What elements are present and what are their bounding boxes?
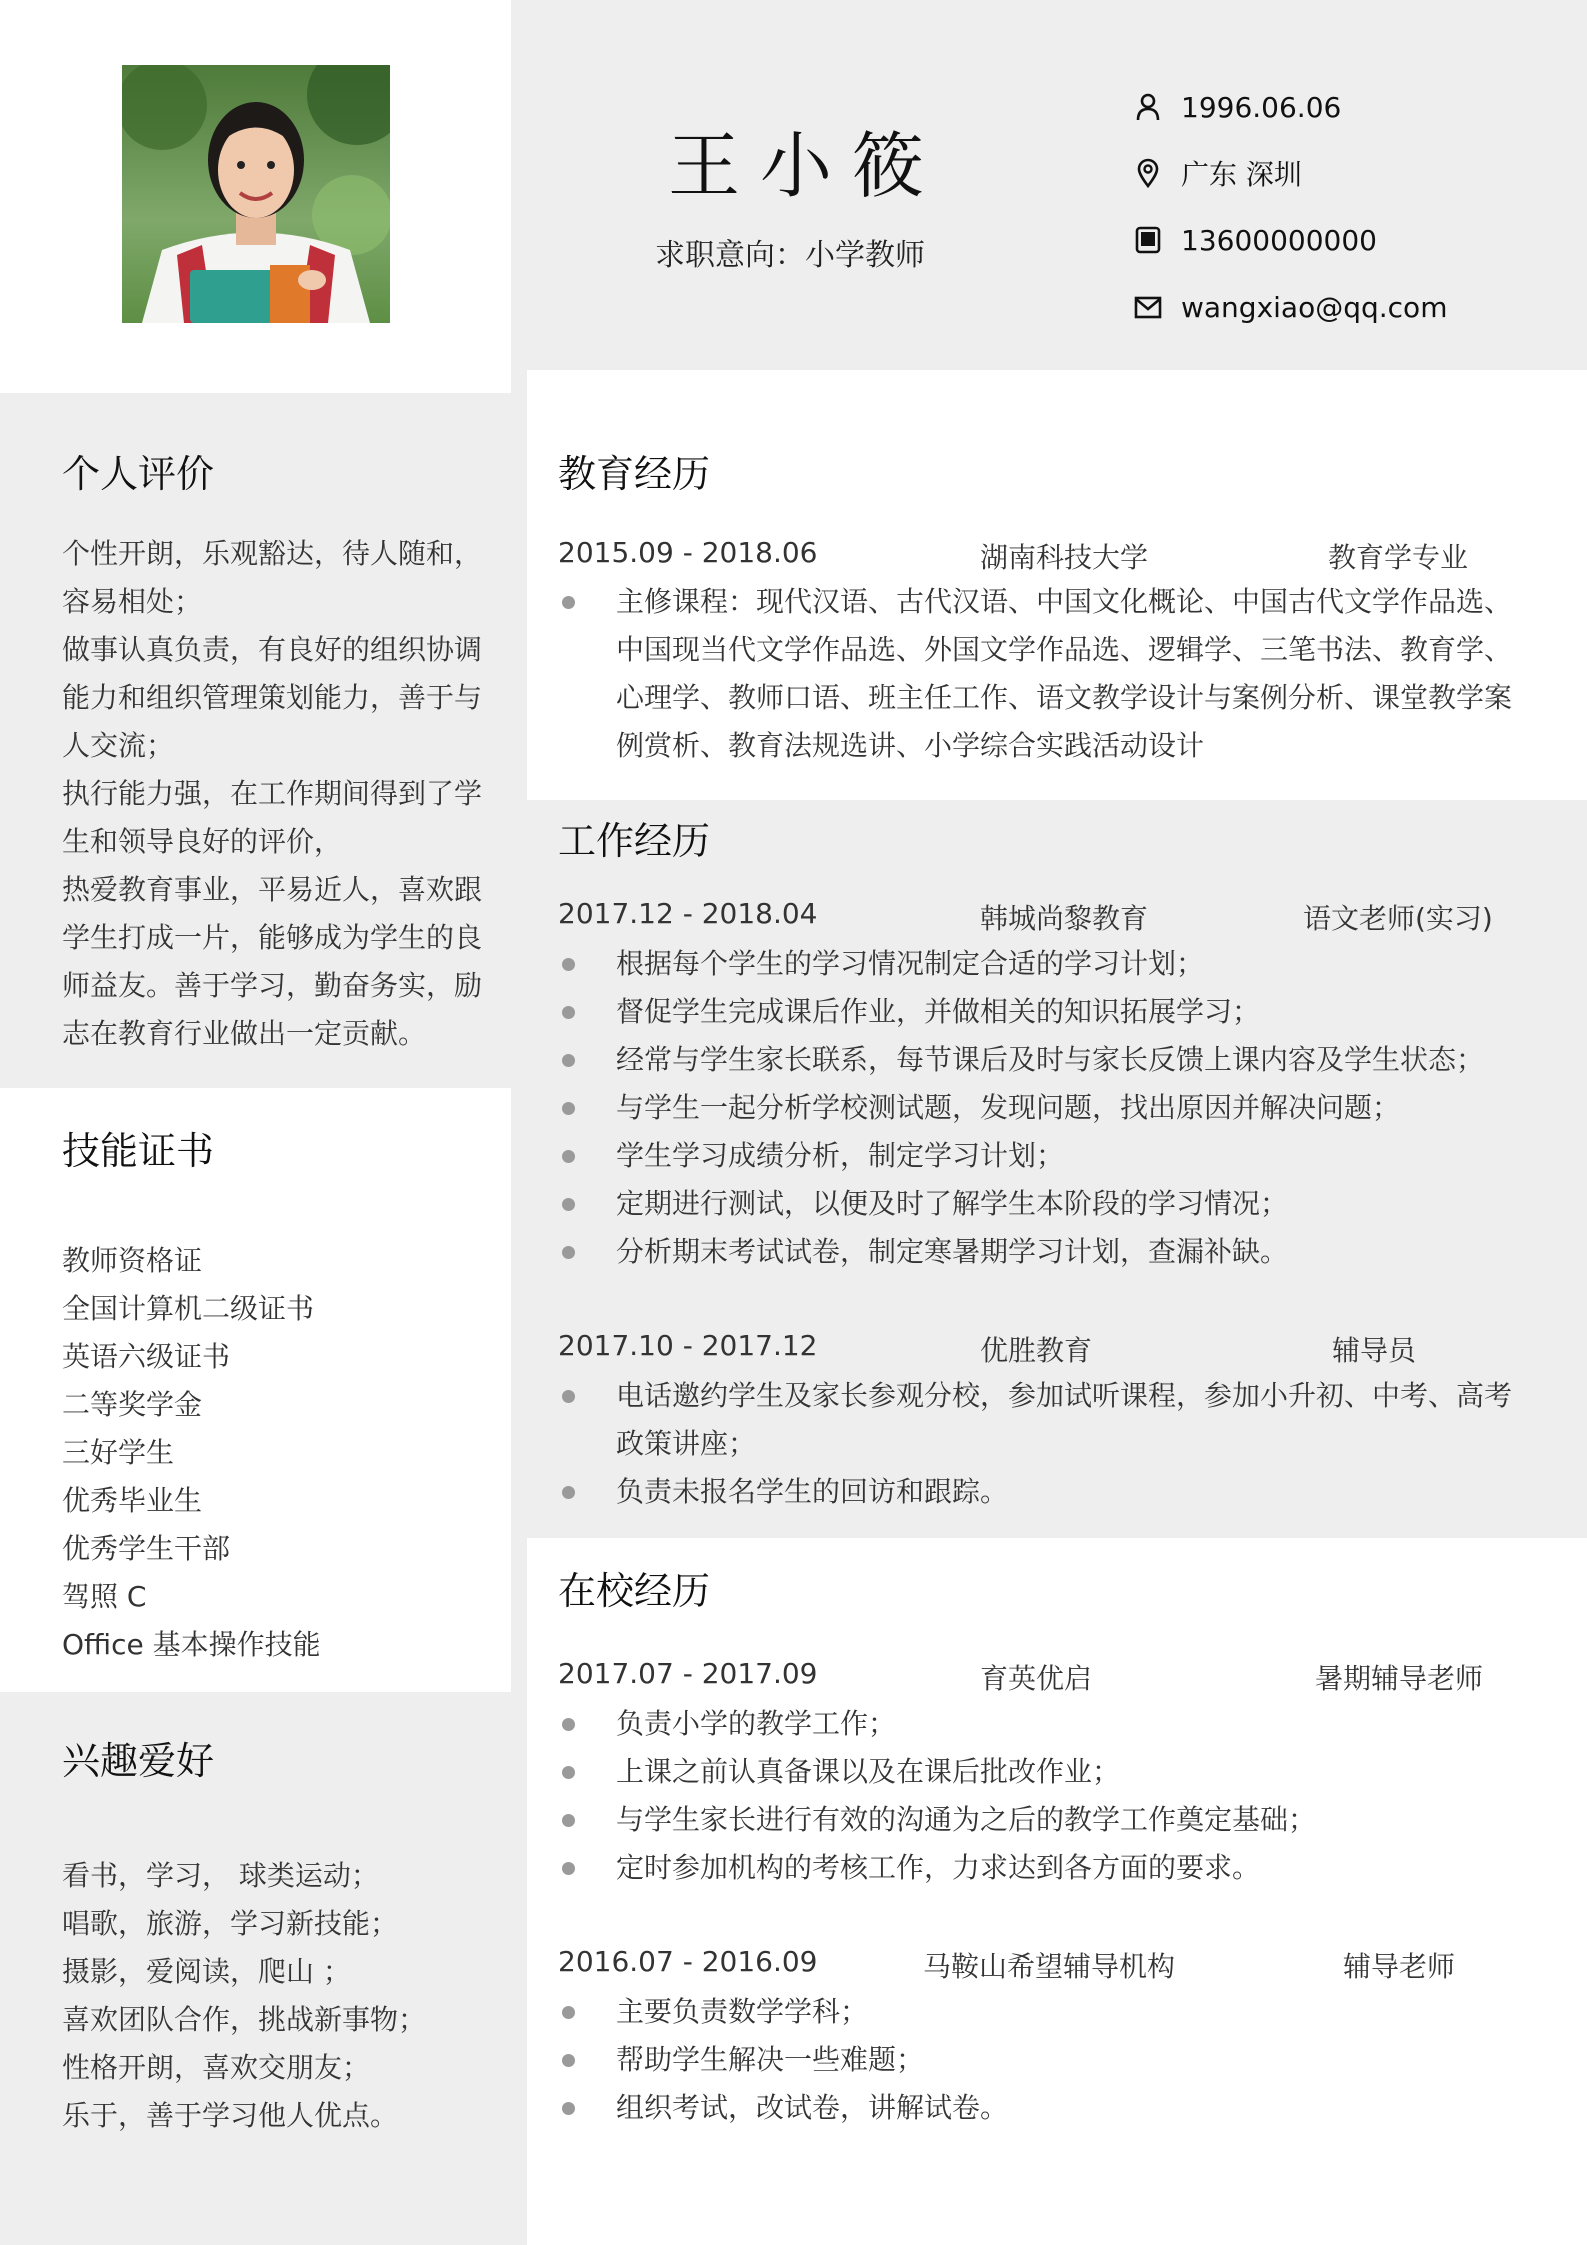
campus-period: 2017.07 - 2017.09 (558, 1657, 818, 1690)
mail-icon (1133, 292, 1163, 322)
list-item: Office 基本操作技能 (62, 1628, 321, 1661)
campus-role: 暑期辅导老师 (1315, 1662, 1484, 1695)
campus-title: 在校经历 (558, 1569, 711, 1613)
list-item: 喜欢团队合作，挑战新事物； (62, 2003, 427, 2036)
person-icon (1133, 92, 1163, 122)
skills-list (62, 1237, 321, 1669)
contact-location (1133, 153, 1302, 193)
education-title: 教育经历 (558, 452, 711, 496)
list-item: 学生学习成绩分析，制定学习计划； (558, 1132, 1558, 1180)
location-pin-icon (1133, 158, 1163, 188)
education-bullets (558, 578, 1518, 770)
self-evaluation-body (62, 530, 492, 1058)
contact-email (1133, 287, 1447, 327)
list-item: 帮助学生解决一些难题； (558, 2036, 1558, 2084)
list-item: 经常与学生家长联系，每节课后及时与家长反馈上课内容及学生状态； (558, 1036, 1558, 1084)
education-school: 湖南科技大学 (980, 541, 1149, 574)
self-evaluation-paragraph: 个性开朗，乐观豁达，待人随和，容易相处； (62, 537, 483, 618)
list-item: 三好学生 (62, 1436, 175, 1469)
list-item: 电话邀约学生及家长参观分校，参加试听课程，参加小升初、中考、高考政策讲座； (558, 1372, 1518, 1468)
list-item: 优秀毕业生 (62, 1484, 203, 1517)
list-item: 分析期末考试试卷，制定寒暑期学习计划，查漏补缺。 (558, 1228, 1558, 1276)
phone-icon (1133, 225, 1163, 255)
campus-role: 辅导老师 (1343, 1950, 1456, 1983)
list-item: 定期进行测试，以便及时了解学生本阶段的学习情况； (558, 1180, 1558, 1228)
list-item: 负责小学的教学工作； (558, 1700, 1558, 1748)
hobbies-title: 兴趣爱好 (62, 1739, 215, 1783)
education-major: 教育学专业 (1328, 541, 1469, 574)
list-item: 主修课程：现代汉语、古代汉语、中国文化概论、中国古代文学作品选、中国现当代文学作品选、外国文学作品选、逻辑学、三笔书法、教育学、心理学、教师口语、班主任工作、语文教学设计与案例分析、课堂教学案例赏析、教育法规选讲、小学综合实践活动设计 (558, 578, 1518, 770)
work-role: 辅导员 (1332, 1334, 1417, 1367)
self-evaluation-paragraph: 执行能力强，在工作期间得到了学生和领导良好的评价， (62, 777, 483, 858)
campus-org: 马鞍山希望辅导机构 (923, 1950, 1176, 1983)
skills-title: 技能证书 (62, 1129, 215, 1173)
self-evaluation-paragraph: 热爱教育事业，平易近人，喜欢跟学生打成一片，能够成为学生的良师益友。善于学习，勤奋务实，励志在教育行业做出一定贡献。 (62, 873, 483, 1050)
list-item: 二等奖学金 (62, 1388, 203, 1421)
list-item: 督促学生完成课后作业，并做相关的知识拓展学习； (558, 988, 1558, 1036)
candidate-name: 王小筱 (668, 124, 945, 208)
contact-birthdate (1133, 87, 1341, 127)
work-period: 2017.12 - 2018.04 (558, 897, 818, 930)
list-item: 摄影，爱阅读，爬山 ； (62, 1955, 351, 1988)
list-item: 与学生一起分析学校测试题，发现问题，找出原因并解决问题； (558, 1084, 1558, 1132)
list-item: 负责未报名学生的回访和跟踪。 (558, 1468, 1518, 1516)
contact-phone (1133, 220, 1377, 260)
list-item: 看书，学习， 球类运动； (62, 1859, 379, 1892)
phone-text: 13600000000 (1181, 223, 1377, 257)
campus-bullets (558, 1988, 1558, 2132)
self-evaluation-title: 个人评价 (62, 452, 215, 496)
list-item: 教师资格证 (62, 1244, 203, 1277)
campus-bullets (558, 1700, 1558, 1892)
list-item: 定时参加机构的考核工作，力求达到各方面的要求。 (558, 1844, 1558, 1892)
list-item: 优秀学生干部 (62, 1532, 231, 1565)
campus-org: 育英优启 (980, 1662, 1093, 1695)
list-item: 主要负责数学学科； (558, 1988, 1558, 2036)
work-bullets (558, 1372, 1518, 1516)
list-item: 组织考试，改试卷，讲解试卷。 (558, 2084, 1558, 2132)
self-evaluation-paragraph: 做事认真负责，有良好的组织协调能力和组织管理策划能力，善于与人交流； (62, 633, 483, 762)
list-item: 驾照 C (62, 1580, 147, 1613)
email-text: wangxiao@qq.com (1181, 290, 1448, 324)
birthdate-text: 1996.06.06 (1181, 90, 1342, 124)
list-item: 英语六级证书 (62, 1340, 231, 1373)
list-item: 乐于，善于学习他人优点。 (62, 2099, 399, 2132)
education-period: 2015.09 - 2018.06 (558, 536, 818, 569)
hobbies-list (62, 1852, 426, 2140)
work-org: 韩城尚黎教育 (980, 902, 1149, 935)
avatar (122, 65, 390, 323)
campus-period: 2016.07 - 2016.09 (558, 1945, 818, 1978)
work-role: 语文老师(实习) (1303, 902, 1493, 935)
job-objective: 求职意向：小学教师 (655, 238, 925, 273)
list-item: 根据每个学生的学习情况制定合适的学习计划； (558, 940, 1558, 988)
list-item: 性格开朗，喜欢交朋友； (62, 2051, 371, 2084)
location-text: 广东 深圳 (1181, 158, 1302, 191)
work-title: 工作经历 (558, 819, 711, 863)
list-item: 上课之前认真备课以及在课后批改作业； (558, 1748, 1558, 1796)
list-item: 唱歌，旅游，学习新技能； (62, 1907, 399, 1940)
list-item: 与学生家长进行有效的沟通为之后的教学工作奠定基础； (558, 1796, 1558, 1844)
list-item: 全国计算机二级证书 (62, 1292, 315, 1325)
work-period: 2017.10 - 2017.12 (558, 1329, 818, 1362)
work-bullets (558, 940, 1558, 1276)
work-org: 优胜教育 (980, 1334, 1093, 1367)
